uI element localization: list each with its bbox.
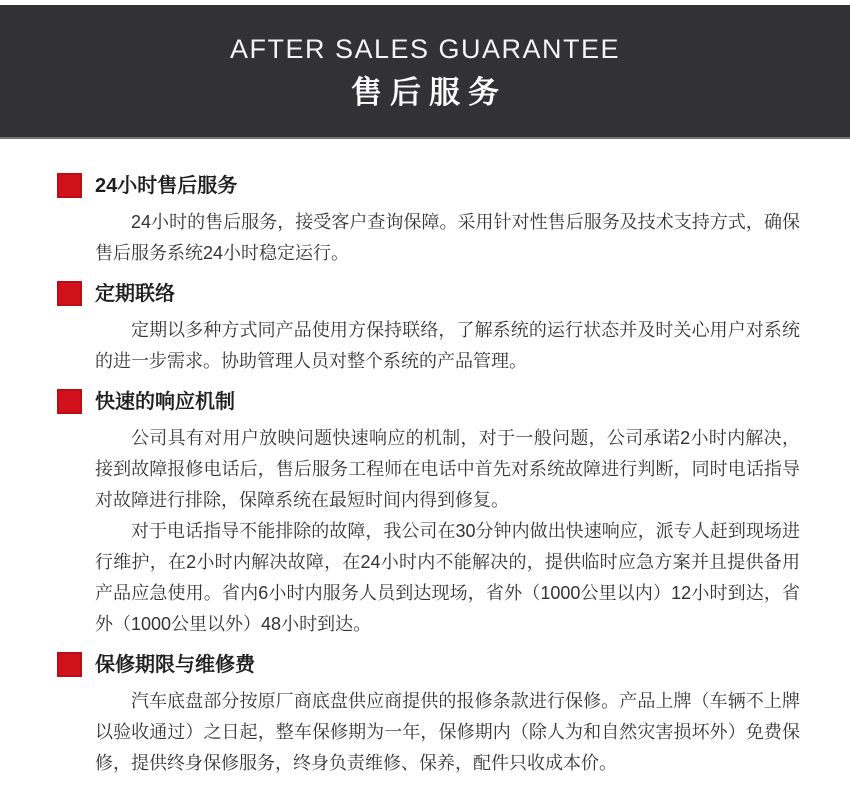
section-heading: 保修期限与维修费 bbox=[95, 654, 255, 676]
paragraph: 对于电话指导不能排除的故障，我公司在30分钟内做出快速响应，派专人赶到现场进行维护，在2小时内解决故障，在24小时内不能解决的，提供临时应急方案并且提供备用产品应急使用。省内6小时内服务人员到达现场，省外（1000公里以内）12小时到达，省外（1000公里以外）48小时到达。 bbox=[95, 521, 800, 634]
content-area bbox=[0, 139, 850, 779]
section-body bbox=[95, 207, 800, 269]
section-heading-row bbox=[95, 173, 800, 199]
paragraph: 公司具有对用户放映问题快速响应的机制，对于一般问题，公司承诺2小时内解决，接到故障报修电话后，售后服务工程师在电话中首先对系统故障进行判断，同时电话指导对故障进行排除，保障系统在最短时间内得到修复。 bbox=[95, 428, 800, 510]
section-warranty bbox=[95, 652, 800, 779]
section-body bbox=[95, 423, 800, 640]
red-square-bullet-icon bbox=[57, 652, 82, 677]
red-square-bullet-icon bbox=[57, 389, 82, 414]
section-heading: 快速的响应机制 bbox=[95, 391, 235, 413]
section-heading: 定期联络 bbox=[95, 283, 175, 305]
red-square-bullet-icon bbox=[57, 281, 82, 306]
section-body bbox=[95, 315, 800, 377]
header-title-zh: 售后服务 bbox=[351, 75, 507, 111]
paragraph: 定期以多种方式同产品使用方保持联络，了解系统的运行状态并及时关心用户对系统的进一步需求。协助管理人员对整个系统的产品管理。 bbox=[95, 320, 800, 371]
section-regular-contact bbox=[95, 281, 800, 377]
red-square-bullet-icon bbox=[57, 173, 82, 198]
section-heading-row bbox=[95, 281, 800, 307]
section-24h-service bbox=[95, 173, 800, 269]
header-title-en: AFTER SALES GUARANTEE bbox=[229, 33, 621, 64]
section-rapid-response bbox=[95, 389, 800, 640]
header-band bbox=[0, 5, 850, 139]
section-heading: 24小时售后服务 bbox=[95, 175, 238, 197]
section-heading-row bbox=[95, 652, 800, 678]
section-heading-row bbox=[95, 389, 800, 415]
section-body bbox=[95, 686, 800, 779]
paragraph: 汽车底盘部分按原厂商底盘供应商提供的报修条款进行保修。产品上牌（车辆不上牌以验收通过）之日起，整车保修期为一年，保修期内（除人为和自然灾害损坏外）免费保修，提供终身保修服务，终身负责维修、保养，配件只收成本价。 bbox=[95, 691, 800, 773]
paragraph: 24小时的售后服务，接受客户查询保障。采用针对性售后服务及技术支持方式，确保售后服务系统24小时稳定运行。 bbox=[95, 212, 800, 263]
